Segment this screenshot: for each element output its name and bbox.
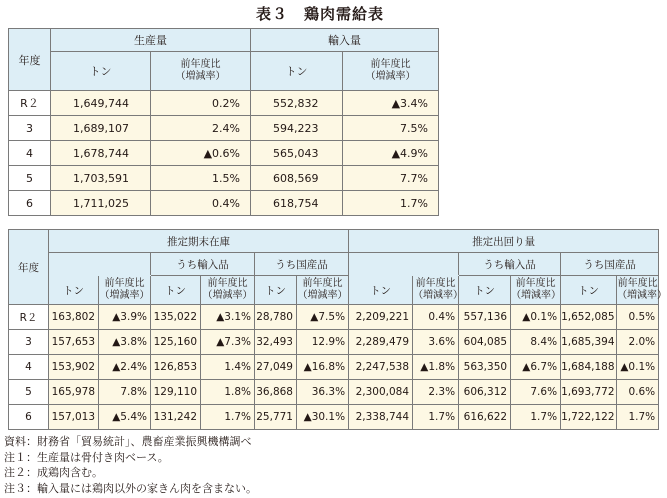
stock-domestic-ratio-cell: ▲30.1% [297,405,349,430]
production-ton-header: トン [51,52,151,91]
shipment-domestic-ratio-cell: 0.5% [617,305,659,330]
shipment-import-ton-cell: 563,350 [459,355,511,380]
stock-ton-cell: 163,802 [49,305,99,330]
stock-ton-cell: 157,013 [49,405,99,430]
stock-ton-cell: 157,653 [49,330,99,355]
stock-ratio-cell: ▲2.4% [99,355,151,380]
shipment-domestic-ratio-cell: ▲0.1% [617,355,659,380]
stock-domestic-ton-cell: 27,049 [255,355,297,380]
year-cell: 4 [9,141,51,166]
stock-domestic-ton-cell: 25,771 [255,405,297,430]
shipment-ratio-cell: ▲1.8% [413,355,459,380]
stock-import-ton-cell: 129,110 [151,380,201,405]
year-header: 年度 [9,29,51,91]
note-1: 注１：生産量は骨付き肉ベース。 [4,450,169,464]
stock-ratio-header: 前年度比 （増減率） [99,276,151,305]
stock-import-ratio-cell: ▲7.3% [201,330,255,355]
import-ratio-cell: 7.5% [343,116,439,141]
table-row [9,330,659,355]
stock-total-spacer [49,253,151,276]
stock-ratio-cell: 7.8% [99,380,151,405]
stock-domestic-ratio-cell: 12.9% [297,330,349,355]
stock-import-ratio-cell: 1.8% [201,380,255,405]
note-2: 注２：成鶏肉含む。 [4,466,103,479]
shipment-import-ratio-cell: ▲0.1% [511,305,561,330]
production-ratio-header: 前年度比 （増減率） [151,52,251,91]
table-row [9,191,439,216]
production-ratio-cell: 2.4% [151,116,251,141]
shipment-domestic-ton-header: トン [561,276,617,305]
shipment-domestic-ton-cell: 1,684,188 [561,355,617,380]
import-ratio-cell: 7.7% [343,166,439,191]
table-row [9,91,439,116]
production-ton-cell: 1,689,107 [51,116,151,141]
stock-domestic-ratio-cell: 36.3% [297,380,349,405]
table-row [9,141,439,166]
stock-ratio-cell: ▲3.8% [99,330,151,355]
import-ton-cell: 594,223 [251,116,343,141]
year-cell: 5 [9,166,51,191]
production-ratio-cell: 1.5% [151,166,251,191]
shipment-ton-cell: 2,247,538 [349,355,413,380]
production-ton-cell: 1,703,591 [51,166,151,191]
stock-ratio-cell: ▲3.9% [99,305,151,330]
shipment-ton-header: トン [349,276,413,305]
table-title: 表３ 鶏肉需給表 [255,5,384,23]
production-ratio-cell: 0.4% [151,191,251,216]
shipment-domestic-ratio-cell: 0.6% [617,380,659,405]
shipment-domestic-ton-cell: 1,652,085 [561,305,617,330]
table-row [9,305,659,330]
import-ton-cell: 552,832 [251,91,343,116]
table-row [9,116,439,141]
note-source: 資料：財務省「貿易統計」、農畜産業振興機構調べ [4,435,252,448]
stock-import-header: うち輸入品 [151,253,255,276]
import-ratio-header: 前年度比 （増減率） [343,52,439,91]
shipment-import-ratio-cell: 8.4% [511,330,561,355]
shipment-ton-cell: 2,209,221 [349,305,413,330]
stock-import-ratio-cell: 1.7% [201,405,255,430]
import-ratio-cell: ▲3.4% [343,91,439,116]
year-cell: 4 [9,355,49,380]
shipment-total-spacer [349,253,459,276]
year-header: 年度 [9,230,49,305]
stock-ton-header: トン [49,276,99,305]
shipment-import-ratio-cell: ▲6.7% [511,355,561,380]
stock-import-ton-header: トン [151,276,201,305]
shipment-import-ton-cell: 557,136 [459,305,511,330]
import-ton-cell: 618,754 [251,191,343,216]
shipment-import-ton-header: トン [459,276,511,305]
shipment-domestic-ratio-header: 前年度比 （増減率） [617,276,659,305]
shipment-import-ton-cell: 606,312 [459,380,511,405]
import-ton-header: トン [251,52,343,91]
shipment-ratio-cell: 3.6% [413,330,459,355]
shipment-import-header: うち輸入品 [459,253,561,276]
shipment-import-ratio-header: 前年度比 （増減率） [511,276,561,305]
stock-domestic-ton-header: トン [255,276,297,305]
stock-domestic-ratio-cell: ▲7.5% [297,305,349,330]
table-row [9,405,659,430]
stock-import-ton-cell: 126,853 [151,355,201,380]
production-ton-cell: 1,711,025 [51,191,151,216]
table-row [9,166,439,191]
shipment-domestic-ton-cell: 1,693,772 [561,380,617,405]
stock-header: 推定期末在庫 [49,230,349,253]
shipment-ratio-header: 前年度比 （増減率） [413,276,459,305]
stock-shipment-table [8,229,667,430]
shipment-domestic-ratio-cell: 2.0% [617,330,659,355]
stock-ton-cell: 153,902 [49,355,99,380]
shipment-import-ratio-cell: 7.6% [511,380,561,405]
shipment-import-ratio-cell: 1.7% [511,405,561,430]
year-cell: 5 [9,380,49,405]
stock-domestic-ton-cell: 32,493 [255,330,297,355]
stock-import-ratio-header: 前年度比 （増減率） [201,276,255,305]
shipment-ton-cell: 2,300,084 [349,380,413,405]
shipment-ratio-cell: 0.4% [413,305,459,330]
stock-ratio-cell: ▲5.4% [99,405,151,430]
import-ton-cell: 565,043 [251,141,343,166]
shipment-domestic-ton-cell: 1,685,394 [561,330,617,355]
stock-import-ton-cell: 135,022 [151,305,201,330]
year-cell: R２ [9,91,51,116]
shipment-domestic-ton-cell: 1,722,122 [561,405,617,430]
stock-ton-cell: 165,978 [49,380,99,405]
stock-domestic-ratio-header: 前年度比 （増減率） [297,276,349,305]
shipment-import-ton-cell: 604,085 [459,330,511,355]
production-import-table [8,28,439,216]
shipment-import-ton-cell: 616,622 [459,405,511,430]
import-ratio-cell: 1.7% [343,191,439,216]
production-header: 生産量 [51,29,251,52]
production-ratio-cell: 0.2% [151,91,251,116]
stock-import-ratio-cell: ▲3.1% [201,305,255,330]
production-ton-cell: 1,649,744 [51,91,151,116]
import-ratio-cell: ▲4.9% [343,141,439,166]
shipment-ton-cell: 2,289,479 [349,330,413,355]
stock-domestic-ratio-cell: ▲16.8% [297,355,349,380]
year-cell: 6 [9,191,51,216]
stock-domestic-ton-cell: 36,868 [255,380,297,405]
shipment-ratio-cell: 2.3% [413,380,459,405]
notes [4,434,257,496]
year-cell: 6 [9,405,49,430]
stock-import-ratio-cell: 1.4% [201,355,255,380]
note-3: 注３：輸入量には鶏肉以外の家きん肉を含まない。 [4,481,257,495]
stock-domestic-ton-cell: 28,780 [255,305,297,330]
year-cell: 3 [9,116,51,141]
shipment-ratio-cell: 1.7% [413,405,459,430]
shipment-domestic-ratio-cell: 1.7% [617,405,659,430]
import-header: 輸入量 [251,29,439,52]
production-ton-cell: 1,678,744 [51,141,151,166]
year-cell: R２ [9,305,49,330]
import-ton-cell: 608,569 [251,166,343,191]
shipment-ton-cell: 2,338,744 [349,405,413,430]
table-row [9,355,659,380]
stock-domestic-header: うち国産品 [255,253,349,276]
shipment-header: 推定出回り量 [349,230,659,253]
stock-import-ton-cell: 131,242 [151,405,201,430]
table-row [9,380,659,405]
stock-import-ton-cell: 125,160 [151,330,201,355]
shipment-domestic-header: うち国産品 [561,253,659,276]
year-cell: 3 [9,330,49,355]
production-ratio-cell: ▲0.6% [151,141,251,166]
